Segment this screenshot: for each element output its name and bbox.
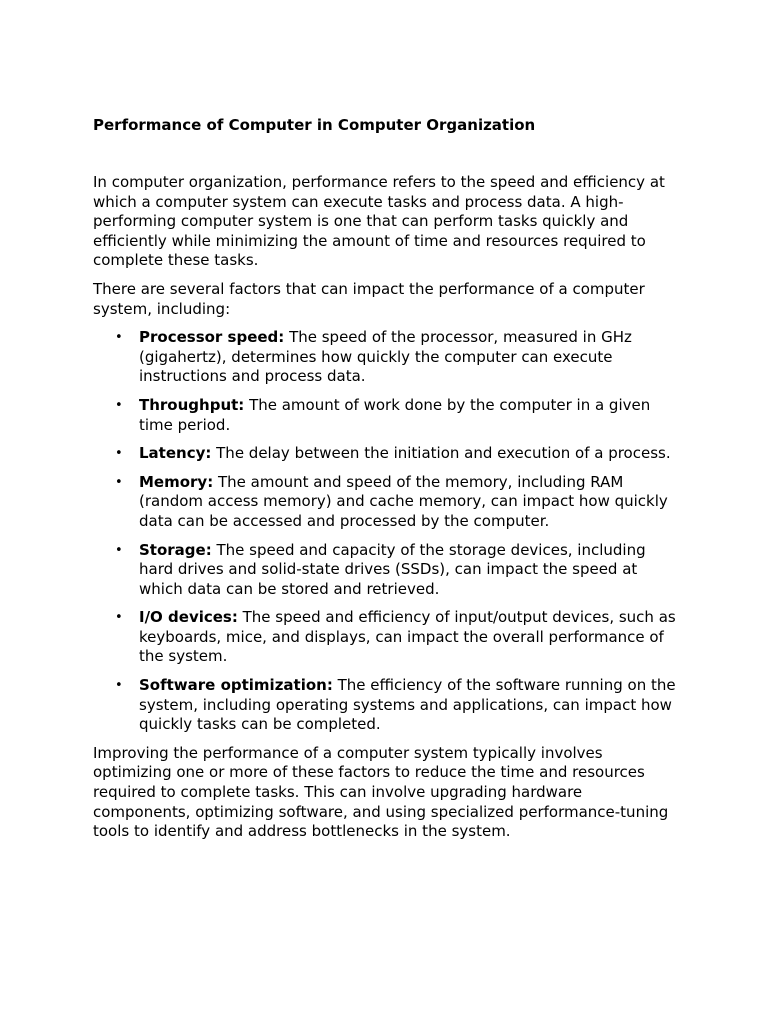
factor-description: The efficiency of the software running on the system, including operating systems and applications, can impact how quickly tasks can be completed. bbox=[139, 676, 676, 734]
bullet-icon: • bbox=[115, 610, 123, 626]
factor-term: Memory: bbox=[139, 472, 214, 491]
list-item bbox=[93, 676, 678, 735]
bullet-icon: • bbox=[115, 330, 123, 346]
factor-term: Processor speed: bbox=[139, 328, 285, 347]
factors-list bbox=[93, 328, 678, 735]
factor-term: Latency: bbox=[139, 444, 212, 463]
list-item bbox=[93, 328, 678, 387]
factor-term: Software optimization: bbox=[139, 676, 333, 695]
factors-intro-paragraph: There are several factors that can impact the performance of a computer system, including: bbox=[93, 279, 645, 318]
list-item bbox=[93, 608, 678, 667]
intro-paragraph: In computer organization, performance refers to the speed and efficiency at which a computer system can execute tasks and process data. A high-performing computer system is one that can perform tasks quickly and efficiently while minimizing the amount of time and resources required to complete these tasks. bbox=[93, 173, 665, 270]
document-title: Performance of Computer in Computer Organization bbox=[93, 116, 536, 134]
bullet-icon: • bbox=[115, 474, 123, 490]
list-item bbox=[93, 396, 678, 435]
document-page bbox=[93, 115, 678, 842]
factor-description: The delay between the initiation and execution of a process. bbox=[211, 444, 671, 463]
factor-description: The amount and speed of the memory, including RAM (random access memory) and cache memory, can impact how quickly data can be accessed and processed by the computer. bbox=[139, 472, 668, 530]
conclusion-paragraph: Improving the performance of a computer system typically involves optimizing one or more of these factors to reduce the time and resources required to complete tasks. This can involve upgrading hardware components, optimizing software, and using specialized performance-tuning tools to identify and address bottlenecks in the system. bbox=[93, 743, 669, 841]
factor-term: I/O devices: bbox=[139, 608, 238, 627]
factor-description: The speed of the processor, measured in GHz (gigahertz), determines how quickly the computer can execute instructions and process data. bbox=[139, 328, 632, 386]
factor-description: The speed and efficiency of input/output devices, such as keyboards, mice, and displays, can impact the overall performance of the system. bbox=[139, 608, 676, 666]
list-item bbox=[93, 473, 678, 532]
factor-term: Storage: bbox=[139, 540, 212, 559]
bullet-icon: • bbox=[115, 542, 123, 558]
bullet-icon: • bbox=[115, 446, 123, 462]
bullet-icon: • bbox=[115, 397, 123, 413]
factor-description: The amount of work done by the computer in a given time period. bbox=[139, 395, 651, 434]
list-item bbox=[93, 444, 678, 464]
factor-description: The speed and capacity of the storage devices, including hard drives and solid-state drives (SSDs), can impact the speed at which data can be stored and retrieved. bbox=[139, 540, 646, 598]
list-item bbox=[93, 541, 678, 600]
factor-term: Throughput: bbox=[139, 395, 245, 414]
bullet-icon: • bbox=[115, 678, 123, 694]
